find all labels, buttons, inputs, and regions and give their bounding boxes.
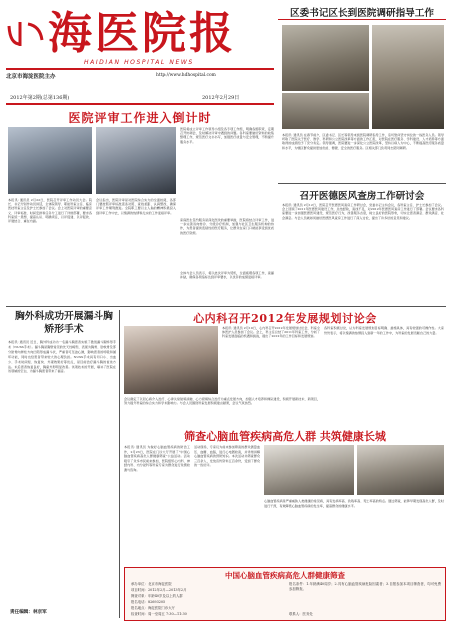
photo-cardio-director	[124, 326, 218, 394]
issue-date: 2012年2月29日	[202, 95, 240, 101]
screen-body-b: 活动现场，专家们为前来参加筛查的群众测量血压、血糖、血脂，进行心电图检查，并详细讲解心脑血管疾病的预防知识。本次活动共筛查群众三百余人，发放宣传资料五百余份，受到了群众的一致好评。	[194, 445, 260, 468]
ortho-headline: 胸外科成功开展漏斗胸矫形手术	[15, 311, 113, 335]
eval-body-c: 医院将成立评审工作领导小组及各专项工作组，明确各组职责，定期召开协调会，及时解决评审中遇到的问题。各科室要做好资料的收集整理工作，规范医疗文书书写，加强医疗质量与安全管理，不断提升服务水平。	[180, 127, 274, 144]
cardio-body-a: 本报讯: 通讯员 2月10日，心内科召开2012年发展规划讨论会，科室全体医护人员参加了会议。会上，科主任总结了2011年科室工作，分析了科室发展面临的机遇和挑战，提出了2012年的工作目标和发展规划。	[222, 326, 320, 339]
photo-leaders-meeting	[282, 25, 369, 91]
notice-line-6: 检查时间：周一至周五 7:30—11:30	[131, 612, 187, 616]
eval-headline: 医院评审工作进入倒计时	[68, 111, 212, 125]
notice-line-4: 报名电话：82693205	[131, 600, 166, 604]
masthead-title: 海医院报	[48, 8, 236, 59]
top-right-headline: 区委书记区长到医院调研指导工作	[290, 8, 434, 19]
photo-leaders-ward	[282, 93, 369, 129]
notice-line-5: 报名地点：海淀医院门诊大厅	[131, 606, 176, 610]
eval-body-a: 本报讯: 通讯员 2月22日，医院召开评审工作动员大会。院长、书记分别作动员讲话，全体院领导、职能科室主任、临床医技科室主任及护士长参加了会议。会上对医院评审的重要意义、评审标准、时间安排和任务分工进行了详细部署，要求各科室统一思想、提高认识、明确责任，以评促建、以评促改、评建结合、重在内涵。	[8, 198, 92, 224]
issue-number: 2012年第2期(总第136期)	[10, 95, 70, 101]
notice-title: 中国心脑血管疾病高危人群健康筛查	[225, 571, 345, 580]
eval-body-b: 会议指出，医院评审是对医院综合实力的全面检阅，各部门要按照评审标准逐条对照、查找差距、认真整改，确保评审工作顺利推进。全院职工要以主人翁的精神积极投入到评审工作中去，以饱满的热情和扎实的工作迎接评审。	[96, 198, 176, 215]
editor-credit: 责任编辑：林京军	[10, 610, 47, 615]
masthead	[6, 4, 274, 86]
photo-president-speech	[8, 127, 92, 194]
notice-line-8: 联系人：医务处	[289, 612, 313, 616]
notice-line-3: 筛查对象：年龄40岁及以上的人群	[131, 594, 183, 598]
screen-body-c: 心脑血管疾病是严重威胁人类健康的常见病，具有发病率高、致残率高、死亡率高的特点。通过筛查，能够早期发现高危人群，及时进行干预，有效降低心脑血管疾病的发生率，提高群众的健康水平。	[264, 499, 444, 508]
cardio-headline: 心内科召开2012年发展规划讨论会	[193, 312, 377, 325]
ortho-body: 本报讯: 通讯员 近日，胸外科成功为一名漏斗胸患者实施了微创漏斗胸矫形手术（NUSS手术）。漏斗胸是胸壁常见的先天性畸形，表现为胸骨、肋软骨及部分肋骨向脊柱方向凹陷形成漏斗状，严重者可压迫心肺，影响患者的呼吸和循环功能，同时也给患者带来较大的心理负担。NUSS手术具有切口小、出血少、手术时间短、恢复快、外观效果好等优点，是目前治疗漏斗胸的首选方法。术后患者恢复良好，胸廓外形明显改善。该项技术的开展，填补了医院在该领域的空白，为漏斗胸患者带来了福音。	[8, 340, 116, 374]
hospital-logo	[6, 18, 48, 50]
eval-body-d: 家庭医生签约服务是深化医改的重要举措，医院将结合评审工作，进一步完善双向转诊、分级诊疗机制，加强与社区卫生服务机构的协作，为患者提供连续性的医疗服务，让群众在家门口就能享受到优质的医疗资源。	[180, 218, 274, 235]
screening-notice-box	[124, 567, 446, 621]
photo-leaders-visit	[372, 25, 444, 129]
cardio-body-b: 会议确定了以冠心病介入治疗、心律失常射频消融、心力衰竭综合治疗为重点发展方向，加强人才培养和梯队建设，积极开展新技术、新项目，努力提升科室的综合实力和学术影响力。与会人员围绕科室发展积极建言献策，会议气氛热烈。	[124, 397, 320, 406]
eval-body-e: 全体与会人员表示，将以此次评审为契机，全面梳理各项工作，查漏补缺，确保各项指标达到评审要求，以优异的成绩迎接评审。	[180, 271, 274, 280]
issue-bar	[6, 93, 274, 102]
photo-secretary-speech	[96, 127, 176, 194]
photo-screening-desk	[357, 445, 444, 495]
masthead-pinyin: HAIDIAN HOSPITAL NEWS	[84, 59, 194, 66]
photo-screening-crowd	[264, 445, 354, 495]
screen-headline: 筛查心脑血管疾病高危人群 共筑健康长城	[184, 430, 386, 443]
screen-body-a: 本报讯: 通讯员 为做好心脑血管疾病的防治工作，2月23日，医院在门诊大厅开展了“中国心脑血管疾病高危人群健康筛查”公益活动。活动吸引了众多市民前来参加，医院组织心内科、神经内科、内分泌科等科室专家为群众进行免费检测与咨询。	[124, 445, 190, 472]
top-right-body: 本报讯: 通讯员 在春节前夕，区委书记、区长等领导来到医院调研指导工作，亲切慰问坚守岗位的一线医务人员。领导听取了医院关于医疗、教学、科研和公立医院改革等方面的工作汇报，对医院在医疗服务、学科建设、人才培养等方面取得的成绩给予了充分肯定。领导强调，医院要进一步深化公立医院改革，坚持以病人为中心，不断提高医疗服务质量和水平，为辖区群众提供更加优质、便捷、安全的医疗服务。区相关部门负责同志陪同调研。	[282, 133, 444, 150]
dept-headline: 召开医德医风查房工作研讨会	[299, 191, 425, 202]
cardio-body-c: 各科室积极讨论，认为科室发展规划目标明确、措施具体，具有较强的可操作性。大家纷纷表示，将以饱满的热情投入到新一年的工作中，为科室的发展贡献自己的力量。	[324, 326, 444, 335]
notice-line-7: 报名条件：1.年龄满40周岁；2.具有心脑血管疾病危险因素者；3.自愿参加本项目筛查者，均可免费参加筛查。	[289, 582, 441, 591]
notice-line-1: 承办单位：北京市海淀医院	[131, 582, 172, 586]
notice-line-2: 项目时间：2012年2月—2013年2月	[131, 588, 187, 592]
dept-body: 本报讯: 通讯员 2月12日，医院召开医德医风查房工作研讨会，党委书记主持会议，各科室主任、护士长参加了会议。会上回顾了2011年医德医风建设工作，总结经验，查找不足，对2012年医德医风查房工作进行了部署。会议要求各科室要进一步加强医德医风建设，规范医疗行为，改善服务态度，树立良好的医院形象，切实让患者满意、群众满意、社会满意。与会人员就如何做好医德医风查房工作进行了深入讨论，提出了许多好的意见和建议。	[282, 203, 444, 220]
masthead-sponsor: 北京市海淀医院主办	[6, 74, 56, 80]
masthead-website[interactable]: http://www.hdhospital.com	[156, 72, 216, 78]
